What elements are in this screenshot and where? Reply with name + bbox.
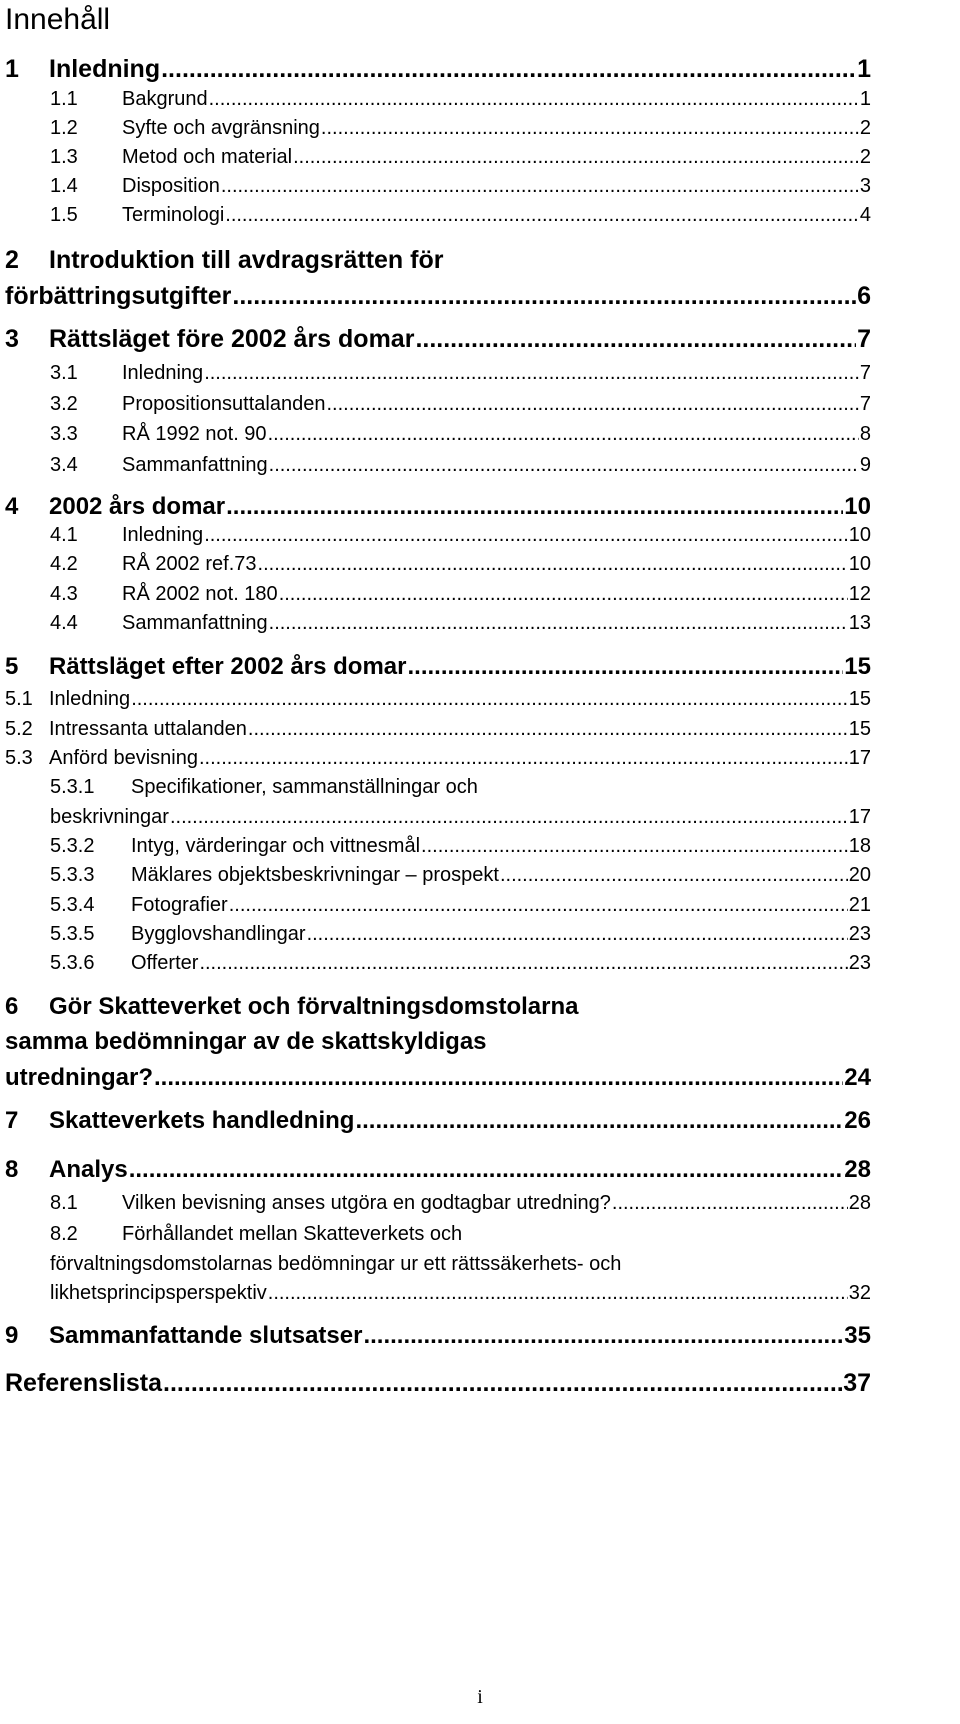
toc-entry-1-3[interactable]	[50, 144, 871, 170]
toc-title: Sammanfattning	[122, 454, 268, 476]
toc-entry-3[interactable]	[5, 324, 871, 354]
toc-title: Terminologi	[122, 204, 225, 226]
toc-entry-4-3[interactable]	[50, 581, 871, 607]
toc-page-number: 13	[848, 612, 871, 634]
toc-title: Mäklares objektsbeskrivningar – prospekt	[131, 864, 499, 886]
toc-number: 8.1	[50, 1192, 78, 1214]
toc-entry-5-3[interactable]	[5, 745, 871, 771]
toc-title: Referenslista	[5, 1369, 163, 1397]
toc-title: Rättsläget före 2002 års domar	[49, 325, 415, 353]
toc-number: 4.1	[50, 524, 78, 546]
toc-leader	[612, 1190, 848, 1216]
toc-title: Fotografier	[131, 894, 228, 916]
toc-entry-8[interactable]	[5, 1155, 871, 1185]
toc-title: Sammanfattning	[122, 612, 268, 634]
toc-title: Anförd bevisning	[49, 747, 198, 769]
toc-title-cont: förbättringsutgifter	[5, 282, 232, 310]
toc-number: 5.3	[5, 747, 33, 769]
toc-page-number: 18	[848, 835, 871, 857]
toc-number: 3	[5, 325, 19, 353]
toc-leader	[129, 1155, 844, 1185]
toc-entry-5-3-5[interactable]	[50, 921, 871, 947]
toc-leader	[248, 716, 848, 742]
toc-number: 5.3.2	[50, 835, 95, 857]
toc-entry-3-4[interactable]	[50, 452, 871, 478]
toc-number: 9	[5, 1322, 19, 1349]
toc-entry-6-line1[interactable]	[5, 992, 578, 1022]
toc-entry-referenslista[interactable]	[5, 1368, 871, 1398]
toc-page-number: 7	[857, 325, 871, 353]
toc-leader	[307, 921, 848, 947]
toc-page-number: 10	[844, 493, 871, 520]
toc-page-number: 23	[848, 923, 871, 945]
toc-title: Inledning	[49, 688, 131, 710]
toc-number: 5.3.6	[50, 952, 95, 974]
toc-entry-5-3-2[interactable]	[50, 833, 871, 859]
toc-entry-7[interactable]	[5, 1106, 871, 1136]
toc-title: 2002 års domar	[49, 493, 226, 520]
toc-title: Rättsläget efter 2002 års domar	[49, 653, 407, 680]
toc-number: 1.5	[50, 204, 78, 226]
toc-title: Disposition	[122, 175, 220, 197]
toc-number: 5.2	[5, 718, 33, 740]
toc-page-number: 12	[848, 583, 871, 605]
toc-leader	[500, 862, 848, 888]
toc-page-number: 21	[848, 894, 871, 916]
toc-title: Inledning	[122, 362, 204, 384]
toc-title: Inledning	[49, 55, 161, 83]
toc-entry-5-3-1[interactable]	[50, 804, 871, 830]
toc-leader	[268, 1280, 848, 1306]
toc-title: Vilken bevisning anses utgöra en godtagbar utredning?	[122, 1192, 611, 1214]
toc-entry-4-2[interactable]	[50, 551, 871, 577]
toc-title: Inledning	[122, 524, 204, 546]
toc-entry-4-4[interactable]	[50, 610, 871, 636]
toc-title: Förhållandet mellan Skatteverkets och	[122, 1223, 463, 1245]
toc-number: 1.1	[50, 88, 78, 110]
toc-leader	[326, 391, 858, 417]
toc-leader	[269, 610, 848, 636]
toc-number: 1.3	[50, 146, 78, 168]
toc-page-number: 24	[844, 1064, 871, 1091]
toc-title: Bygglovshandlingar	[131, 923, 306, 945]
toc-number: 1.4	[50, 175, 78, 197]
toc-page-number: 28	[848, 1192, 871, 1214]
toc-leader	[421, 833, 848, 859]
toc-entry-4-1[interactable]	[50, 522, 871, 548]
toc-page-number: 1	[857, 55, 871, 83]
page-title: Innehåll	[5, 3, 111, 36]
toc-number: 5.3.3	[50, 864, 95, 886]
toc-leader	[226, 492, 843, 522]
toc-page-number: 10	[848, 553, 871, 575]
toc-page-number: 26	[844, 1107, 871, 1134]
toc-title: Specifikationer, sammanställningar och	[131, 776, 478, 798]
toc-page-number: 37	[843, 1369, 871, 1397]
toc-leader	[170, 804, 848, 830]
toc-entry-2-line1[interactable]	[5, 245, 443, 275]
toc-entry-1[interactable]	[5, 54, 871, 84]
toc-number: 3.3	[50, 423, 78, 445]
toc-leader	[161, 54, 856, 84]
toc-number: 4	[5, 493, 19, 520]
toc-page-number: 35	[844, 1322, 871, 1349]
toc-title: Metod och material	[122, 146, 293, 168]
toc-page-number: 10	[848, 524, 871, 546]
toc-leader	[355, 1106, 843, 1136]
toc-number: 5.3.5	[50, 923, 95, 945]
toc-entry-5-3-6[interactable]	[50, 950, 871, 976]
toc-page-number: 15	[848, 718, 871, 740]
toc-entry-1-1[interactable]	[50, 86, 871, 112]
toc-entry-9[interactable]	[5, 1321, 871, 1351]
toc-entry-5-3-3[interactable]	[50, 862, 871, 888]
toc-title: Bakgrund	[122, 88, 208, 110]
toc-leader	[268, 421, 859, 447]
toc-leader	[269, 452, 859, 478]
toc-leader	[321, 115, 859, 141]
toc-leader	[204, 522, 848, 548]
toc-entry-8-1[interactable]	[50, 1190, 871, 1216]
toc-title: Introduktion till avdragsrätten för	[49, 246, 444, 274]
toc-leader	[131, 686, 848, 712]
toc-page-number: 6	[857, 282, 871, 310]
toc-title-cont: samma bedömningar av de skattskyldigas	[5, 1028, 487, 1055]
toc-number: 1	[5, 55, 19, 83]
toc-leader	[415, 324, 856, 354]
toc-leader	[221, 173, 859, 199]
toc-number: 4.4	[50, 612, 78, 634]
toc-number: 3.4	[50, 454, 78, 476]
toc-leader	[229, 892, 848, 918]
toc-entry-5-1[interactable]	[5, 686, 871, 712]
toc-page-number: 15	[844, 653, 871, 680]
toc-leader	[408, 652, 844, 682]
toc-entry-5[interactable]	[5, 652, 871, 682]
toc-page-number: 3	[859, 175, 871, 197]
toc-number: 5	[5, 653, 19, 680]
page-number-footer: i	[477, 1686, 483, 1708]
toc-title: Sammanfattande slutsatser	[49, 1322, 363, 1349]
toc-title: Analys	[49, 1156, 128, 1183]
toc-leader	[209, 86, 859, 112]
toc-page-number: 7	[859, 362, 871, 384]
toc-title: Offerter	[131, 952, 199, 974]
toc-title: Intressanta uttalanden	[49, 718, 247, 740]
toc-page-number: 17	[848, 806, 871, 828]
toc-entry-8-2-line1[interactable]	[50, 1221, 462, 1247]
toc-entry-4[interactable]	[5, 492, 871, 522]
toc-page-number: 32	[848, 1282, 871, 1304]
toc-number: 5.1	[5, 688, 33, 710]
toc-page-number: 2	[859, 146, 871, 168]
toc-page-number: 28	[844, 1156, 871, 1183]
toc-page-number: 1	[859, 88, 871, 110]
toc-title: Propositionsuttalanden	[122, 393, 326, 415]
toc-title: Skatteverkets handledning	[49, 1107, 355, 1134]
toc-title: RÅ 1992 not. 90	[122, 423, 267, 445]
toc-entry-3-2[interactable]	[50, 391, 871, 417]
toc-leader	[279, 581, 848, 607]
toc-page-number: 17	[848, 747, 871, 769]
toc-entry-5-2[interactable]	[5, 716, 871, 742]
toc-number: 8	[5, 1156, 19, 1183]
toc-page-number: 15	[848, 688, 871, 710]
toc-page-number: 7	[859, 393, 871, 415]
toc-entry-3-1[interactable]	[50, 360, 871, 386]
toc-leader	[163, 1368, 842, 1398]
toc-title-cont: utredningar?	[5, 1064, 153, 1091]
toc-page-number: 20	[848, 864, 871, 886]
toc-entry-6-line2[interactable]	[5, 1027, 487, 1057]
toc-number: 5.3.4	[50, 894, 95, 916]
toc-leader	[154, 1063, 843, 1093]
toc-title: RÅ 2002 ref.73	[122, 553, 257, 575]
toc-page-number: 8	[859, 423, 871, 445]
toc-title-cont: beskrivningar	[50, 806, 169, 828]
toc-page-number: 9	[859, 454, 871, 476]
toc-entry-2[interactable]	[5, 281, 871, 311]
toc-leader	[258, 551, 848, 577]
toc-page-number: 4	[859, 204, 871, 226]
toc-entry-8-2-line2[interactable]	[50, 1251, 621, 1277]
toc-number: 1.2	[50, 117, 78, 139]
toc-entry-1-2[interactable]	[50, 115, 871, 141]
toc-entry-8-2[interactable]	[50, 1280, 871, 1306]
toc-title-cont: likhetsprincipsperspektiv	[50, 1282, 267, 1304]
toc-entry-3-3[interactable]	[50, 421, 871, 447]
toc-leader	[232, 281, 856, 311]
toc-number: 4.2	[50, 553, 78, 575]
toc-entry-1-4[interactable]	[50, 173, 871, 199]
toc-leader	[363, 1321, 843, 1351]
toc-number: 2	[5, 246, 19, 274]
toc-title: RÅ 2002 not. 180	[122, 583, 278, 605]
toc-leader	[293, 144, 859, 170]
toc-leader	[225, 202, 859, 228]
toc-leader	[199, 745, 848, 771]
toc-entry-5-3-1-line1[interactable]	[50, 774, 478, 800]
toc-number: 4.3	[50, 583, 78, 605]
toc-entry-1-5[interactable]	[50, 202, 871, 228]
toc-number: 3.2	[50, 393, 78, 415]
toc-leader	[204, 360, 859, 386]
toc-number: 5.3.1	[50, 776, 95, 798]
toc-title: Gör Skatteverket och förvaltningsdomstolarna	[49, 993, 579, 1020]
toc-page-number: 2	[859, 117, 871, 139]
toc-title: Intyg, värderingar och vittnesmål	[131, 835, 421, 857]
toc-title: Syfte och avgränsning	[122, 117, 320, 139]
toc-number: 8.2	[50, 1223, 78, 1245]
toc-leader	[199, 950, 847, 976]
toc-title-cont: förvaltningsdomstolarnas bedömningar ur ett rättssäkerhets- och	[50, 1253, 622, 1275]
toc-number: 7	[5, 1107, 19, 1134]
toc-entry-5-3-4[interactable]	[50, 892, 871, 918]
toc-number: 3.1	[50, 362, 78, 384]
toc-entry-6[interactable]	[5, 1063, 871, 1093]
toc-number: 6	[5, 993, 19, 1020]
toc-page-number: 23	[848, 952, 871, 974]
